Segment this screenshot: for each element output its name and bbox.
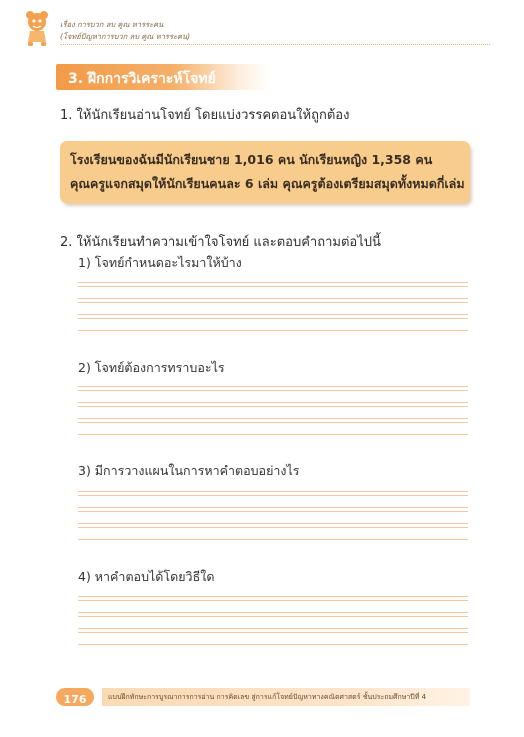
answer-line [78, 596, 468, 597]
answer-line [78, 302, 468, 303]
answer-line [78, 507, 468, 508]
answer-line [78, 523, 468, 524]
page-header [22, 10, 492, 50]
section-banner [56, 64, 270, 90]
answer-line [78, 298, 468, 299]
answer-line [78, 318, 468, 319]
cartoon-mascot-icon [22, 10, 54, 48]
answer-line [78, 282, 468, 283]
sub-question-3: 3) มีการวางแผนในการหาคำตอบอย่างไร [78, 463, 300, 478]
question-1-title: 1. ให้นักเรียนอ่านโจทย์ โดยแบ่งวรรคตอนให้ถูกต้อง [60, 108, 350, 123]
answer-line [78, 600, 468, 601]
sub-question-2: 2) โจทย์ต้องการทราบอะไร [78, 360, 225, 375]
answer-line [78, 511, 468, 512]
word-problem-line-2: คุณครูแจกสมุดให้นักเรียนคนละ 6 เล่ม คุณครูต้องเตรียมสมุดทั้งหมดกี่เล่ม [70, 176, 465, 191]
answer-line [78, 539, 468, 540]
answer-line [78, 612, 468, 613]
answer-line [78, 286, 468, 287]
book-title: แบบฝึกทักษะการบูรณาการการอ่าน การคิดเลข สู่การแก้โจทย์ปัญหาทางคณิตศาสตร์ ชั้นประถมศึกษาปีที่ 4 [108, 693, 427, 701]
word-problem-box [60, 141, 470, 203]
answer-line [78, 390, 468, 391]
footer-bar [102, 688, 470, 706]
answer-line [78, 495, 468, 496]
answer-line [78, 616, 468, 617]
answer-line [78, 330, 468, 331]
answer-line [78, 434, 468, 435]
header-dotted-divider [60, 44, 490, 45]
answer-line [78, 644, 468, 645]
answer-line [78, 628, 468, 629]
answer-line [78, 386, 468, 387]
sub-question-4: 4) หาคำตอบได้โดยวิธีใด [78, 569, 215, 584]
answer-line [78, 406, 468, 407]
answer-line [78, 632, 468, 633]
header-subtopic: (โจทย์ปัญหาการบวก ลบ คูณ หารระคน) [60, 32, 191, 41]
page-number-badge [56, 688, 94, 706]
answer-line [78, 418, 468, 419]
sub-question-1: 1) โจทย์กำหนดอะไรมาให้บ้าง [78, 255, 242, 270]
answer-line [78, 422, 468, 423]
section-title: 3. ฝึกการวิเคราะห์โจทย์ [68, 71, 216, 87]
page-number: 176 [63, 693, 87, 706]
answer-line [78, 314, 468, 315]
answer-line [78, 402, 468, 403]
question-2-title: 2. ให้นักเรียนทำความเข้าใจโจทย์ และตอบคำถามต่อไปนี้ [60, 235, 381, 250]
word-problem-line-1: โรงเรียนของฉันมีนักเรียนชาย 1,016 คน นักเรียนหญิง 1,358 คน [70, 152, 433, 167]
answer-line [78, 527, 468, 528]
answer-line [78, 491, 468, 492]
header-topic: เรื่อง การบวก ลบ คูณ หารระคน [60, 20, 164, 29]
